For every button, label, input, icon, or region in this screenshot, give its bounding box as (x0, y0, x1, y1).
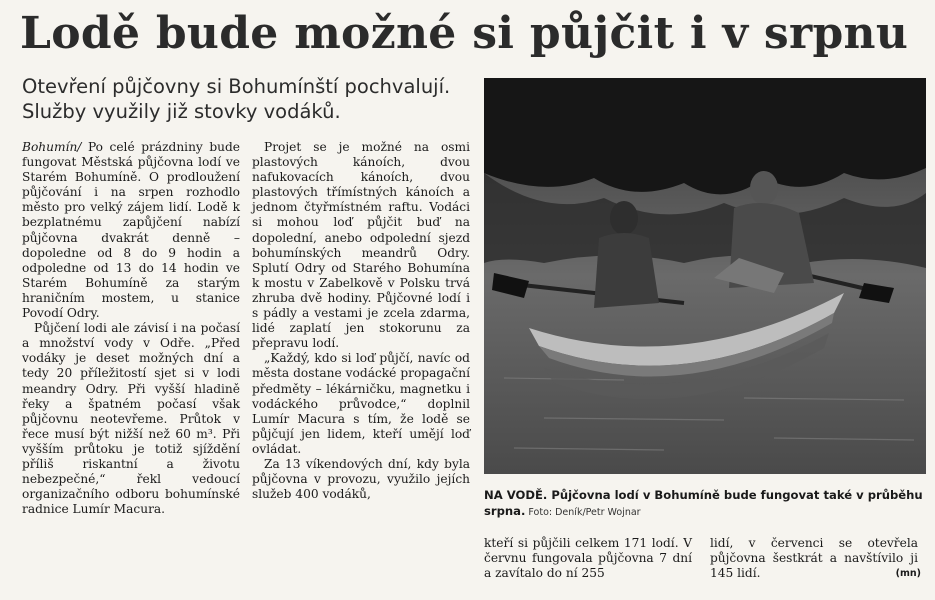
article-column-3: kteří si půjčili celkem 171 lodí. V červnu fungovala půjčovna 7 dní a zavítalo do ní 255 (484, 536, 692, 581)
headline: Lodě bude možné si půjčit i v srpnu (20, 8, 909, 59)
photo-credit: Foto: Deník/Petr Wojnar (525, 506, 641, 518)
paragraph: Za 13 víkendových dní, kdy byla půjčovna v provozu, využilo jejích služeb 400 vodáků, (252, 456, 470, 502)
caption-lead: NA VODĚ. (484, 488, 548, 502)
canoe-photo-icon (484, 78, 926, 474)
article-column-1 (22, 140, 240, 517)
paragraph-text: Po celé prázdniny bude fungovat Městská půjčovna lodí ve Starém Bohumíně. O prodloužení půjčování i na srpen rozhodlo město pro velký zájem lidí. Lodě k bezplatnému zapůjčení nabízí půjčovna dvakrát denně – dopoledne od 8 do 9 hodin a odpoledne od 13 do 14 hodin ve Starém Bohumíně za starým hraničním mostem, u stanice Povodí Odry. (22, 140, 240, 321)
subheadline: Otevření půjčovny si Bohumínští pochvalují. Služby využily již stovky vodáků. (22, 75, 451, 123)
photo-caption (484, 488, 926, 520)
paragraph: „Každý, kdo si loď půjčí, navíc od města dostane vodácké propagační předměty – lékárničku, magnetku i vodáckého průvodce,“ doplnil Lumír Macura s tím, že lodě se půjčují jen lidem, kteří umějí loď ovládat. (252, 351, 470, 456)
dateline: Bohumín/ (22, 140, 82, 154)
article-column-2 (252, 140, 470, 502)
article-column-4: lidí, v červenci se otevřela půjčovna šestkrát a navštívilo ji 145 lidí. (710, 536, 918, 581)
paragraph (22, 140, 240, 321)
author-signature: (mn) (895, 568, 921, 579)
paragraph: Projet se je možné na osmi plastových kánoích, dvou nafukovacích kánoích, dvou plastových třímístných kánoích a jednom čtyřmístném raftu. Vodáci si mohou loď půjčit buď na dopolední, anebo odpolední sjezd bohumínských meandrů Odry. Splutí Odry od Starého Bohumína k mostu v Zabelkově v Polsku trvá zhruba dvě hodiny. Půjčovné lodí i s pádly a vestami je zcela zdarma, lidé zaplatí jen stokorunu za přepravu lodí. (252, 140, 470, 351)
paragraph: Půjčení lodi ale závisí i na počasí a množství vody v Odře. „Před vodáky je deset možných dní a tedy 20 příležitostí sjet si v lodi meandry Odry. Při vyšší hladině řeky a špatném počasí však půjčovnu neotevřeme. Průtok v řece musí být nižší než 60 m³. Při vyšším průtoku je totiž sjíždění příliš riskantní a životu nebezpečné,“ řekl vedoucí organizačního odboru bohumínské radnice Lumír Macura. (22, 321, 240, 517)
caption-text: Půjčovna lodí v Bohumíně bude fungovat také v průběhu srpna. (484, 488, 923, 518)
